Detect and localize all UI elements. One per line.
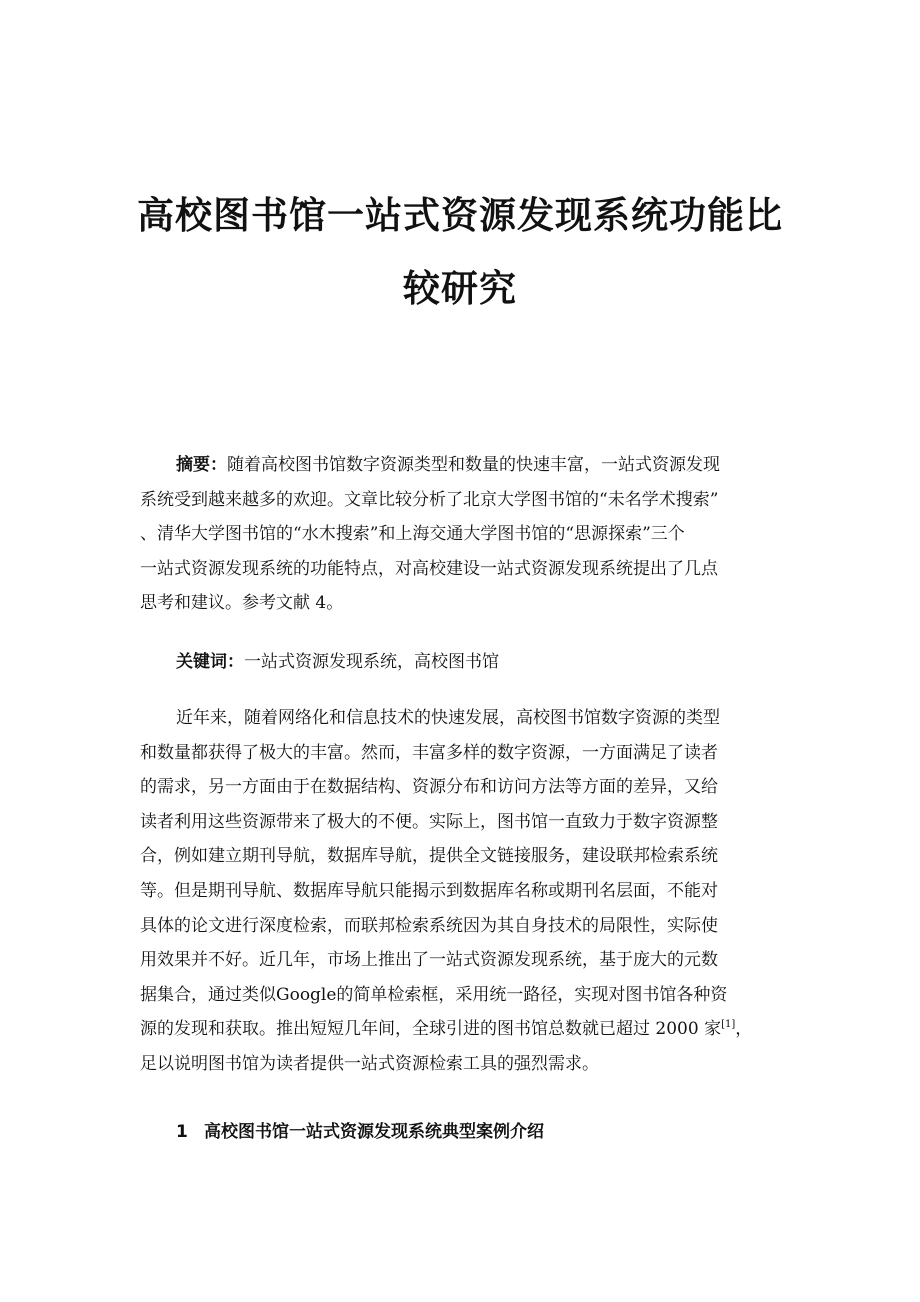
intro-line: 足以说明图书馆为读者提供一站式资源检索工具的强烈需求。 [140, 1053, 599, 1074]
intro-line: 据集合，通过类似Google的简单检索框，采用统一路径，实现对图书馆各种资 [140, 984, 728, 1005]
abstract-line: 思考和建议。参考文献 4。 [140, 593, 344, 614]
section-heading-1 [176, 1115, 544, 1149]
section-title: 高校图书馆一站式资源发现系统典型案例介绍 [204, 1122, 544, 1142]
intro-line: 读者利用这些资源带来了极大的不便。实际上，图书馆一直致力于数字资源整 [140, 811, 718, 832]
intro-line [140, 1012, 780, 1047]
intro-line: 具体的论文进行深度检索，而联邦检索系统因为其自身技术的局限性，实际使 [140, 915, 718, 936]
abstract-paragraph [140, 448, 780, 621]
intro-line: 合，例如建立期刊导航，数据库导航，提供全文链接服务，建设联邦检索系统 [140, 846, 718, 867]
citation-ref-1[interactable]: [1] [721, 1019, 736, 1031]
keywords-paragraph [140, 645, 780, 680]
keywords-line [140, 645, 780, 680]
abstract-line [140, 448, 780, 483]
abstract-line: 一站式资源发现系统的功能特点，对高校建设一站式资源发现系统提出了几点 [140, 558, 718, 579]
keywords-text: 一站式资源发现系统，高校图书馆 [244, 652, 499, 672]
paper-title-line-2: 较研究 [403, 267, 517, 310]
keywords-label: 关键词： [176, 652, 244, 672]
intro-line: 等。但是期刊导航、数据库导航只能揭示到数据库名称或期刊名层面，不能对 [140, 880, 718, 901]
abstract-line: 系统受到越来越多的欢迎。文章比较分析了北京大学图书馆的“未名学术搜索” [140, 489, 719, 510]
intro-paragraph [140, 701, 780, 1082]
abstract-line: 、清华大学图书馆的“水木搜索”和上海交通大学图书馆的“思源探索”三个 [140, 524, 685, 545]
abstract-label: 摘要： [176, 455, 227, 475]
intro-line: 用效果并不好。近几年，市场上推出了一站式资源发现系统，基于庞大的元数 [140, 950, 718, 971]
paper-title-line-1: 高校图书馆一站式资源发现系统功能比 [137, 194, 783, 237]
intro-line: 的需求，另一方面由于在数据结构、资源分布和访问方法等方面的差异，又给 [140, 777, 718, 798]
abstract-text: 随着高校图书馆数字资源类型和数量的快速丰富，一站式资源发现 [227, 455, 720, 475]
intro-line-text: 源的发现和获取。推出短短几年间，全球引进的图书馆总数就已超过 2000 家 [140, 1019, 722, 1040]
section-number: 1 [176, 1122, 188, 1142]
intro-line-tail: ， [735, 1019, 753, 1040]
intro-line: 和数量都获得了极大的丰富。然而，丰富多样的数字资源，一方面满足了读者 [140, 742, 718, 763]
intro-line: 近年来，随着网络化和信息技术的快速发展，高校图书馆数字资源的类型 [176, 708, 720, 728]
